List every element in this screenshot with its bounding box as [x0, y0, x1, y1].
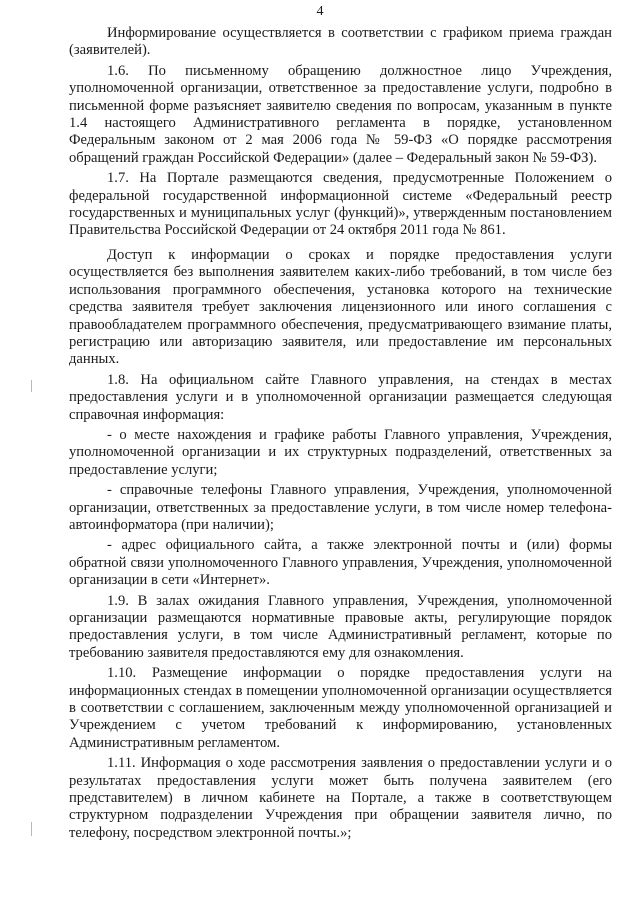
paragraph-schedule-info: Информирование осуществляется в соответствии с графиком приема граждан (заявителей).	[69, 25, 612, 59]
paragraph-access: Доступ к информации о сроках и порядке предоставления услуги осуществляется без выполнения заявителем каких-либо требований, в том числе без использования программного обеспечения, установка которого на технические средства заявителя требует заключения лицензионного или иного соглашения с правообладателем программного обеспечения, предусматривающего взимание платы, регистрацию или авторизацию заявителя, или предоставление им персональных данных.	[69, 246, 612, 368]
margin-scan-mark	[31, 380, 32, 392]
list-item-website: - адрес официального сайта, а также электронной почты и (или) формы обратной связи уполномоченного Главного управления, Учреждения, уполномоченной организации в сети «Интернет».	[69, 537, 612, 589]
list-item-phones: - справочные телефоны Главного управления, Учреждения, уполномоченной организации, ответственных за предоставление услуги, в том числе номер телефона-автоинформатора (при наличии);	[69, 482, 612, 533]
paragraph-1-7: 1.7. На Портале размещаются сведения, предусмотренные Положением о федеральной государственной информационной системе «Федеральный реестр государственных и муниципальных услуг (функций)», утвержденным постановлением Правительства Российской Федерации от 24 октября 2011 года № 861.	[69, 170, 612, 239]
paragraph-1-10: 1.10. Размещение информации о порядке предоставления услуги на информационных стендах в помещении уполномоченной организации осуществляется в соответствии с соглашением, заключенным между уполномоченной организацией и Учреждением с учетом требований к информированию, установленных Административным регламентом.	[69, 665, 612, 751]
list-item-location: - о месте нахождения и графике работы Главного управления, Учреждения, уполномоченной организации и их структурных подразделений, ответственных за предоставление услуги;	[69, 426, 612, 478]
paragraph-1-6: 1.6. По письменному обращению должностное лицо Учреждения, уполномоченной организации, ответственное за предоставление услуги, подробно в письменной форме разъясняет заявителю сведения по вопросам, указанным в пункте 1.4 настоящего Административного регламента в порядке, установленном Федеральным законом от 2 мая 2006 года № 59-ФЗ «О порядке рассмотрения обращений граждан Российской Федерации» (далее – Федеральный закон № 59-ФЗ).	[69, 62, 612, 166]
page-number: 4	[316, 4, 324, 19]
paragraph-1-9: 1.9. В залах ожидания Главного управления, Учреждения, уполномоченной организации размещаются нормативные правовые акты, регулирующие порядок предоставления услуги, в том числе Административный регламент, которые по требованию заявителя предоставляются ему для ознакомления.	[69, 592, 612, 661]
paragraph-1-8: 1.8. На официальном сайте Главного управления, на стендах в местах предоставления услуги и в уполномоченной организации размещается следующая справочная информация:	[69, 371, 612, 423]
document-body	[69, 25, 612, 845]
paragraph-1-11: 1.11. Информация о ходе рассмотрения заявления о предоставлении услуги и о результатах предоставления услуги может быть получена заявителем (его представителем) в личном кабинете на Портале, а также в соответствующем структурном подразделении Учреждения при обращении заявителя лично, по телефону, посредством электронной почты.»;	[69, 755, 612, 841]
margin-scan-mark	[31, 822, 32, 836]
